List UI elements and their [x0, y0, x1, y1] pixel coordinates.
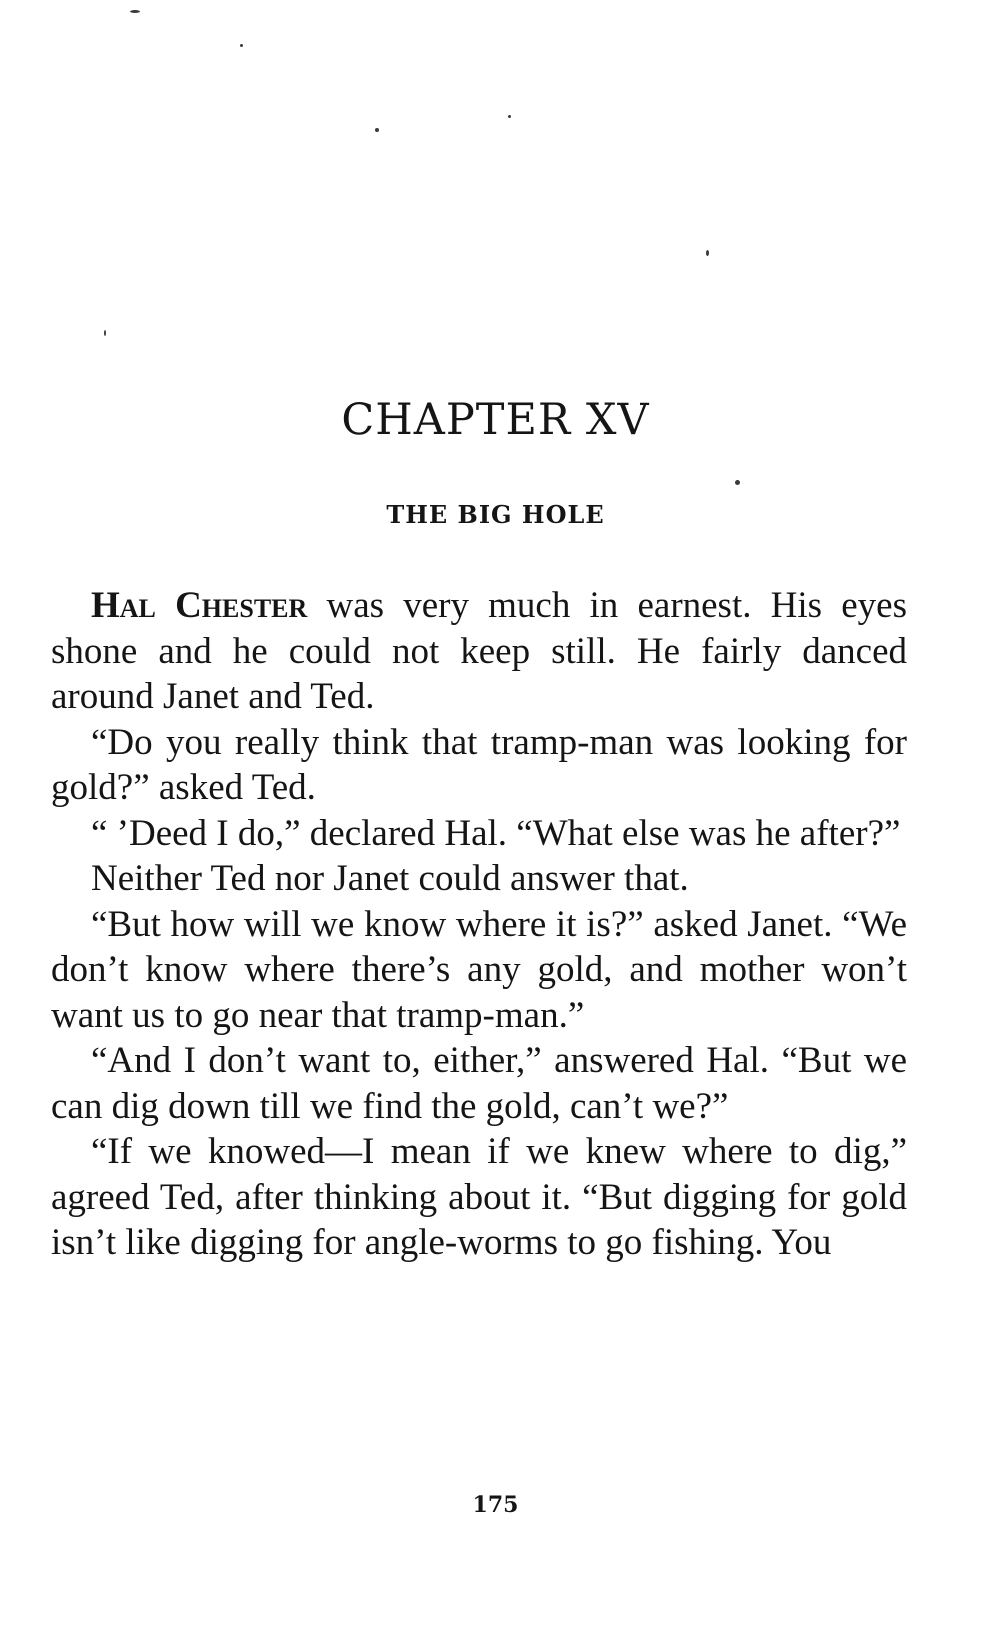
print-speck: [104, 330, 106, 336]
paragraph: “And I don’t want to, either,” answered Hal. “But we can dig down till we find the gold, can’t we?”: [51, 1040, 907, 1127]
paragraph: Neither Ted nor Janet could answer that.: [91, 858, 689, 899]
paragraph: “Do you really think that tramp-man was looking for gold?” asked Ted.: [51, 721, 907, 808]
page-number: 175: [472, 1492, 519, 1518]
chapter-title: CHAPTER XV: [341, 395, 650, 445]
print-speck: [375, 128, 379, 132]
paragraph: “If we knowed—I mean if we knew where to dig,” agreed Ted, after thinking about it. “But digging for gold isn’t like digging for angle-worms to go fishing. You: [51, 1131, 907, 1263]
paragraph: “ ’Deed I do,” declared Hal. “What else was he after?”: [91, 812, 901, 854]
print-speck: [735, 480, 740, 485]
paragraph: “But how will we know where it is?” asked Janet. “We don’t know where there’s any gold, and mother won’t want us to go near that tramp-man.”: [51, 903, 907, 1036]
print-speck: [130, 10, 140, 13]
chapter-subtitle: THE BIG HOLE: [386, 500, 605, 529]
paragraph: [51, 583, 907, 720]
print-speck: [508, 115, 511, 118]
body-text: [51, 583, 907, 1266]
print-speck: [240, 44, 243, 47]
print-speck: [706, 250, 709, 256]
paragraph-text: was very much in earnest. His eyes shone and he could not keep still. He fairly danced around Janet and Ted.: [51, 585, 907, 717]
paragraph-lead-name: Hal Chester: [91, 585, 308, 626]
